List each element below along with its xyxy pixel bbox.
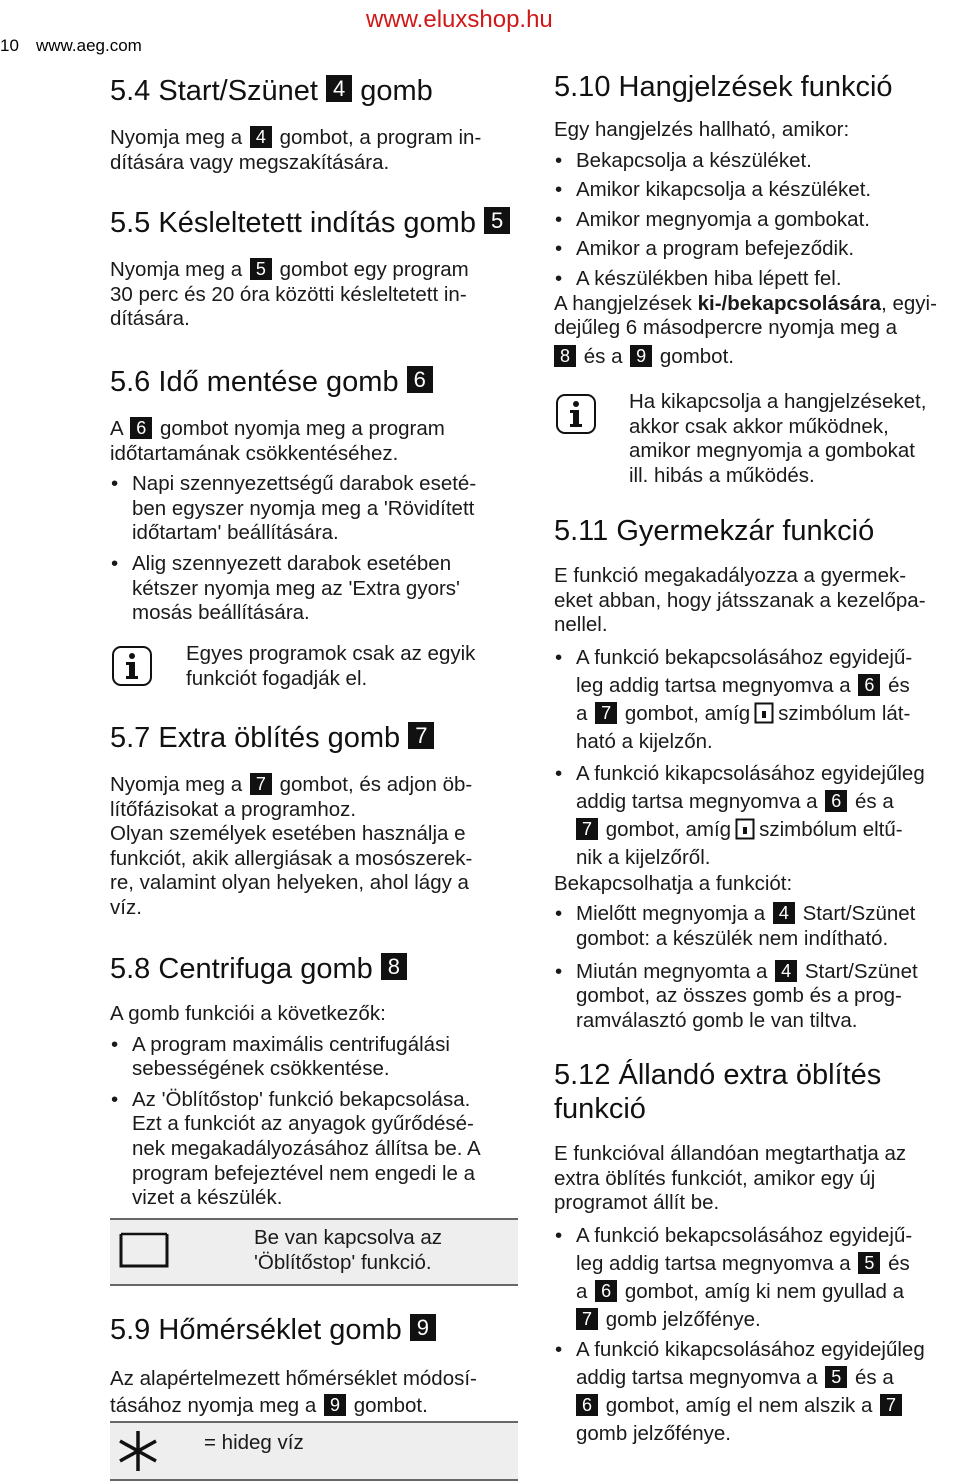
key-badge: 5 [250,258,272,280]
key-8-badge: 8 [381,953,407,980]
list-item: • Amikor a program befejeződik. [554,237,958,262]
key-badge: 8 [554,345,576,367]
heading-5-5: 5.5 Késleltetett indítás gomb 5 [110,206,530,240]
section-5-11 [554,514,958,1033]
page-number: 10 [0,36,19,55]
heading-5-12: 5.12 Állandó extra öblítés funkció [554,1059,882,1125]
list-item: • A program maximális centrifugálási sebességének csökkentése. [110,1033,530,1082]
key-5-badge: 5 [484,207,510,234]
rinse-hold-icon [118,1230,170,1270]
list-item: • Amikor kikapcsolja a készüléket. [554,178,958,203]
section-5-5 [110,206,530,332]
paragraph: Nyomja meg a 5 gombot egy program 30 perc és 20 óra közötti késleltetett in- dítására. [110,258,469,331]
key-7-badge: 7 [408,722,434,749]
section-5-7 [110,721,530,921]
paragraph: 8 és a 9 gombot. [554,345,958,370]
list-item: • Az 'Öblítőstop' funkció bekapcsolása. Ezt a funkciót az anyagok gyűrődésé- nek megakadályozásához állítsa be. A program befejeztével nem engedi le a vizet a készülék. [110,1088,530,1211]
info-note: Ha kikapcsolja a hangjelzéseket, akkor csak akkor működnek, amikor megnyomja a gombokat ill. hibás a működés. [629,390,927,487]
watermark: www.eluxshop.hu [366,6,553,33]
list-item: • Alig szennyezett darabok esetében kétszer nyomja meg az 'Extra gyors' mosás beállítására. [110,552,530,626]
list-item: • Napi szennyezettségű darabok eseté- ben egyszer nyomja meg a 'Rövidített időtartam' beállítására. [110,472,530,546]
heading-5-4: 5.4 Start/Szünet 4 gomb [110,75,433,107]
key-badge: 9 [630,345,652,367]
heading-5-11: 5.11 Gyermekzár funkció [554,515,875,547]
cold-water-box: = hideg víz [110,1421,518,1481]
section-5-12 [554,1058,958,1448]
key-badge: 4 [250,126,272,148]
list-item: • A készülékben hiba lépett fel. [554,267,958,292]
heading-5-8: 5.8 Centrifuga gomb 8 [110,952,530,986]
key-badge: 9 [324,1394,346,1416]
list-item: • A funkció kikapcsolásához egyidejűleg addig tartsa megnyomva a 6 és a 7 gombot, amíg szimbólum eltű- nik a kijelzőről. [554,760,958,872]
paragraph: A hangjelzések ki-/bekapcsolására, egyi- dejűleg 6 másodpercre nyomja meg a [554,291,937,340]
section-5-6 [110,365,530,626]
key-badge: 7 [250,773,272,795]
heading-5-9: 5.9 Hőmérséklet gomb 9 [110,1313,530,1347]
key-4-badge: 4 [326,75,352,102]
paragraph: E funkció megakadályozza a gyermek- eket abban, hogy játsszanak a kezelőpa- nellel. [554,564,926,637]
site-url: www.aeg.com [36,36,142,55]
heading-5-10: 5.10 Hangjelzések funkció [554,71,893,103]
key-9-badge: 9 [410,1314,436,1341]
heading-5-6: 5.6 Idő mentése gomb 6 [110,365,530,399]
lock-icon [735,818,755,840]
list-item: • Amikor megnyomja a gombokat. [554,208,958,233]
rinse-hold-box: Be van kapcsolva az 'Öblítőstop' funkció. [110,1218,518,1286]
list-item: • A funkció bekapcsolásához egyidejű- leg addig tartsa megnyomva a 5 és a 6 gombot, amíg ki nem gyullad a 7 gomb jelzőfénye. [554,1222,958,1334]
list-item: • Mielőtt megnyomja a 4 Start/Szünet gombot: a készülék nem indítható. [554,902,958,951]
paragraph: Az alapértelmezett hőmérséklet módosí- tásához nyomja meg a 9 gombot. [110,1367,477,1417]
section-5-8 [110,952,530,1211]
snowflake-icon [116,1429,160,1473]
paragraph: A 6 gombot nyomja meg a program időtartamának csökkentéséhez. [110,417,445,465]
paragraph: Bekapcsolhatja a funkciót: [554,871,793,895]
section-5-9 [110,1313,530,1419]
lock-icon [754,702,774,724]
heading-5-7: 5.7 Extra öblítés gomb 7 [110,721,530,755]
list-item: • Bekapcsolja a készüléket. [554,149,958,174]
list-item: • A funkció bekapcsolásához egyidejű- leg addig tartsa megnyomva a 6 és a 7 gombot, amíg szimbólum lát- ható a kijelzőn. [554,644,958,756]
paragraph: A gomb funkciói a következők: [110,1002,386,1025]
info-icon [112,646,152,686]
key-6-badge: 6 [407,366,433,393]
key-badge: 6 [130,417,152,439]
section-5-10 [554,70,958,369]
section-5-4 [110,74,530,175]
info-icon [556,394,596,434]
list-item: • A funkció kikapcsolásához egyidejűleg addig tartsa megnyomva a 5 és a 6 gombot, amíg el nem alszik a 7 gomb jelzőfénye. [554,1336,958,1448]
info-note: Egyes programok csak az egyik funkciót fogadják el. [186,642,476,690]
list-item: • Miután megnyomta a 4 Start/Szünet gombot, az összes gomb és a prog- ramválasztó gomb le van tiltva. [554,960,958,1034]
paragraph: Nyomja meg a 4 gombot, a program in- dítására vagy megszakítására. [110,126,482,174]
paragraph: E funkcióval állandóan megtarthatja az extra öblítés funkciót, amikor egy új programot állít be. [554,1142,907,1215]
paragraph: Nyomja meg a 7 gombot, és adjon öb- lítőfázisokat a programhoz. Olyan személyek esetében használja e funkciót, akik allergiásak a mosószerek- re, valamint olyan helyeken, ahol lágy a víz. [110,773,473,919]
paragraph: Egy hangjelzés hallható, amikor: [554,118,850,141]
